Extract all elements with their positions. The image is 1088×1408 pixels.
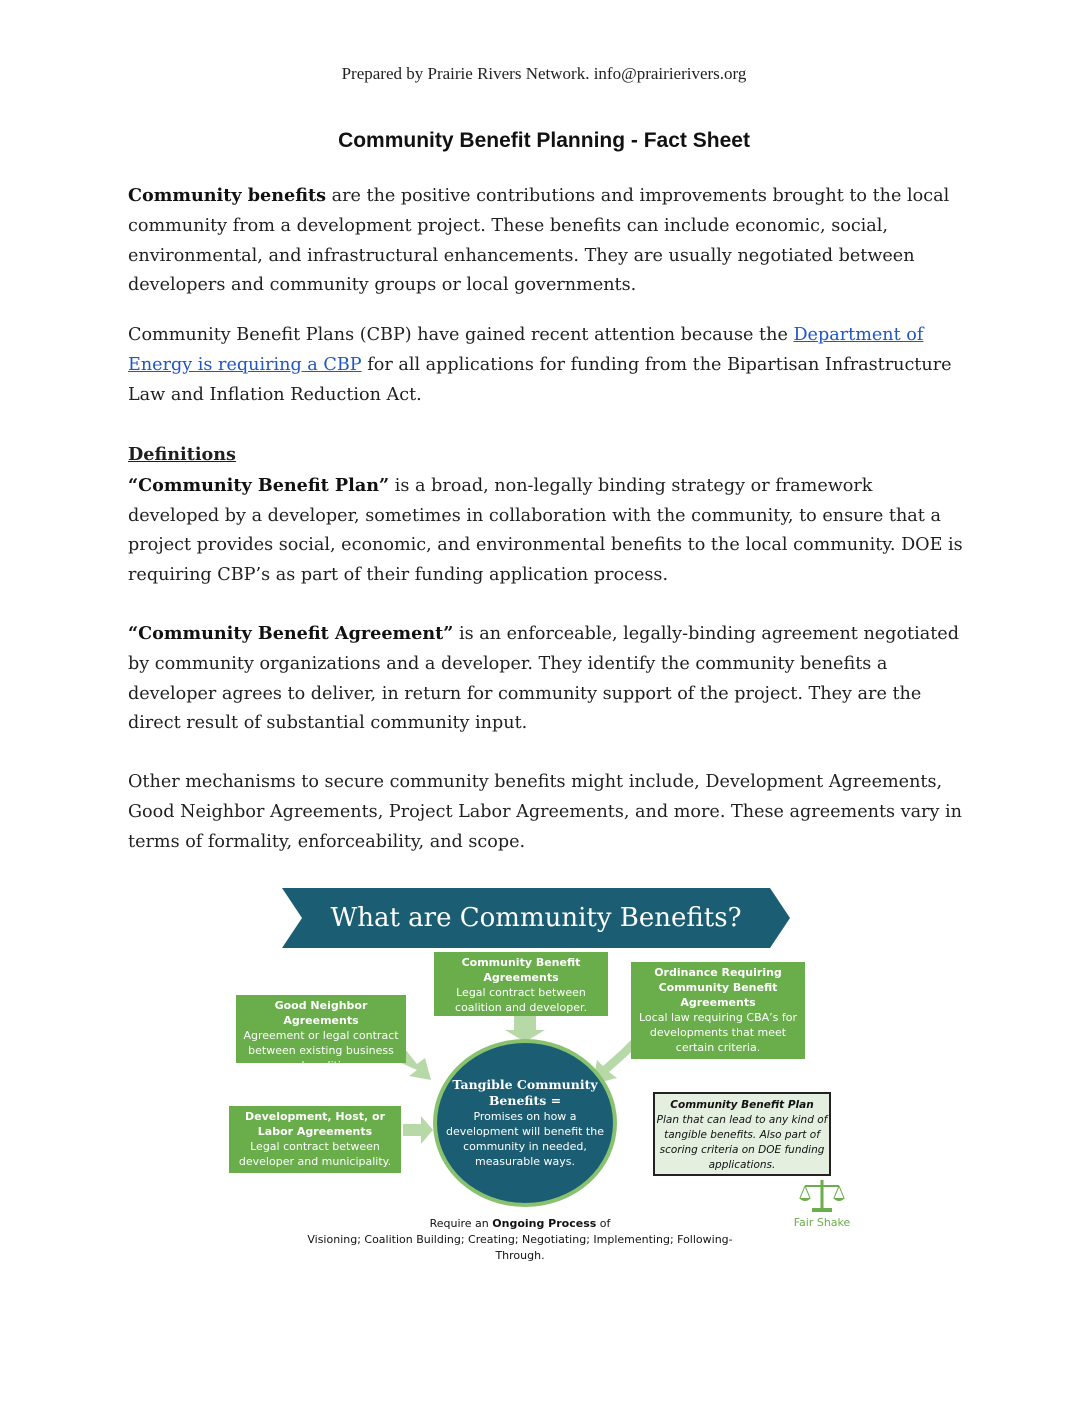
header-note: Prepared by Prairie Rivers Network. info@prairierivers.org <box>341 64 747 83</box>
cba-title: Community Benefit Agreements <box>461 956 581 984</box>
community-benefits-infographic <box>225 884 875 1264</box>
process-bold: Ongoing Process <box>492 1217 597 1230</box>
cbp-paragraph <box>128 321 968 410</box>
community-benefit-plan-box <box>653 1092 831 1176</box>
intro-text: are the positive contributions and improvements brought to the local community from a development project. These benefits can include economic, social, environmental, and infrastructural enhancements. They are usually negotiated between developers and community groups or local governments. <box>128 186 950 296</box>
definitions-heading: Definitions <box>128 444 236 465</box>
arrow-down <box>505 1014 545 1042</box>
ongoing-process-note <box>285 1216 755 1264</box>
scales-icon <box>777 1174 867 1216</box>
development-title: Development, Host, or Labor Agreements <box>244 1110 385 1138</box>
process-prefix: Require an <box>429 1217 493 1230</box>
arrow-right <box>403 1116 433 1144</box>
definitions-section <box>128 440 968 591</box>
good-neighbor-box <box>236 995 406 1072</box>
intro-paragraph <box>128 181 968 301</box>
process-suffix: of <box>596 1217 611 1230</box>
banner-title: What are Community Benefits? <box>330 903 742 933</box>
cbp-text-after: for all applications for funding from the Bipartisan Infrastructure Law and Inflation Reduction Act. <box>128 354 952 405</box>
logo-text: Fair Shake <box>793 1216 851 1229</box>
ordinance-title: Ordinance Requiring Community Benefit Agreements <box>654 966 782 1009</box>
plan-term: “Community Benefit Plan” <box>128 474 390 496</box>
development-text: Legal contract between developer and municipality. <box>238 1140 392 1168</box>
good-neighbor-title: Good Neighbor Agreements <box>274 999 368 1027</box>
development-box <box>229 1106 401 1173</box>
doe-cbp-link[interactable]: Department of Energy is requiring a CBP <box>128 325 924 375</box>
agreement-definition: is an enforceable, legally-binding agreement negotiated by community organizations and a developer. They identify the community benefits a developer agrees to deliver, in return for community support of the project. They are the direct result of substantial community input. <box>128 624 959 734</box>
cba-text: Legal contract between coalition and developer. <box>455 986 587 1014</box>
tangible-benefits-circle <box>433 1039 617 1207</box>
agreement-definition-paragraph <box>128 619 968 739</box>
intro-term: Community benefits <box>128 185 327 206</box>
cba-box <box>434 952 608 1016</box>
ordinance-text: Local law requiring CBA’s for developments that meet certain criteria. <box>639 1011 797 1054</box>
plan-box-title: Community Benefit Plan <box>670 1099 814 1111</box>
fair-shake-logo <box>777 1174 867 1244</box>
tangible-benefits-text: Promises on how a development will benefit the community in needed, measurable ways. <box>445 1110 604 1168</box>
good-neighbor-text: Agreement or legal contract between existing business and coalition. <box>243 1029 399 1072</box>
plan-definition: is a broad, non-legally binding strategy or framework developed by a developer, sometimes in collaboration with the community, to ensure that a project provides social, economic, and environmental benefits to the local community. DOE is requiring CBP’s as part of their funding application process. <box>128 475 963 586</box>
other-mechanisms-paragraph: Other mechanisms to secure community benefits might include, Development Agreements, Good Neighbor Agreements, Project Labor Agreements, and more. These agreements vary in terms of formality, enforceability, and scope. <box>128 772 962 852</box>
page-title: Community Benefit Planning - Fact Sheet <box>338 129 750 152</box>
agreement-term: “Community Benefit Agreement” <box>128 623 454 644</box>
ordinance-box <box>631 962 805 1059</box>
cbp-text-before: Community Benefit Plans (CBP) have gained recent attention because the <box>128 325 794 345</box>
process-steps: Visioning; Coalition Building; Creating; Negotiating; Implementing; Following-Through. <box>307 1233 733 1262</box>
plan-box-text: Plan that can lead to any kind of tangible benefits. Also part of scoring criteria on DOE funding applications. <box>656 1114 828 1171</box>
tangible-benefits-title: Tangible Community Benefits = <box>452 1077 598 1108</box>
